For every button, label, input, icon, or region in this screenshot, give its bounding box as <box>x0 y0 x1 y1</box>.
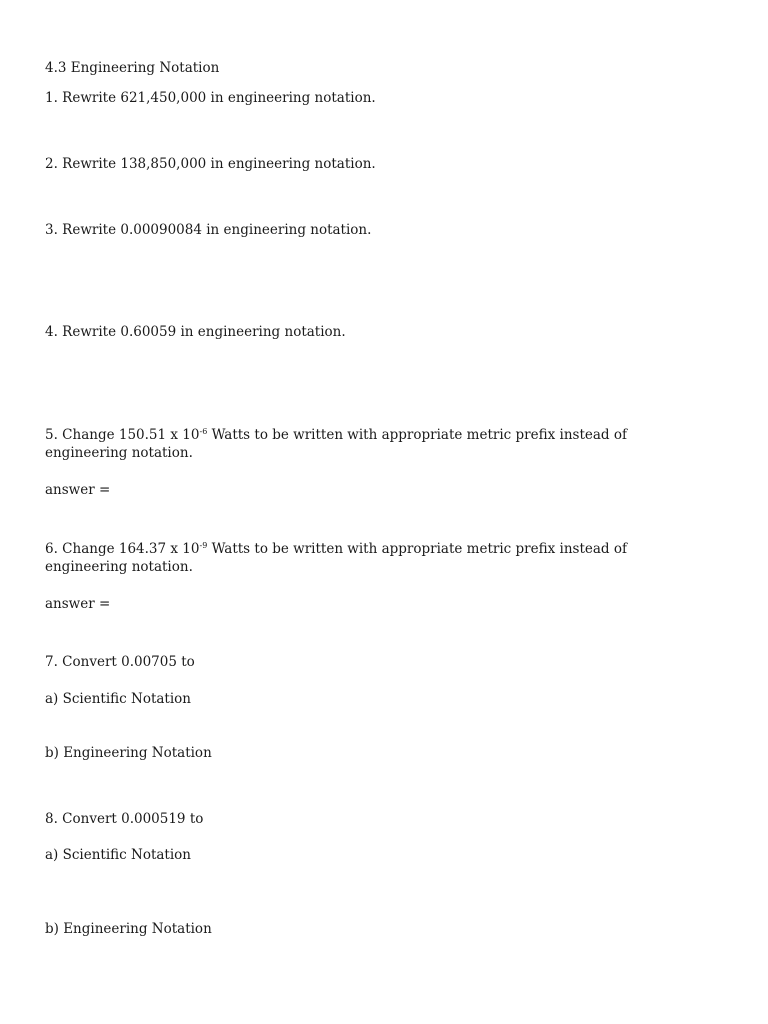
question-1: 1. Rewrite 621,450,000 in engineering notation. <box>45 90 376 106</box>
question-6-prefix: 6. Change 164.37 x 10 <box>45 541 200 557</box>
question-7-part-a: a) Scientific Notation <box>45 691 191 707</box>
question-6-answer-label: answer = <box>45 596 111 612</box>
question-5-exponent: -6 <box>199 427 208 436</box>
question-2: 2. Rewrite 138,850,000 in engineering notation. <box>45 156 376 172</box>
question-8-part-a: a) Scientific Notation <box>45 847 191 863</box>
page-title: 4.3 Engineering Notation <box>45 60 220 76</box>
question-4: 4. Rewrite 0.60059 in engineering notation. <box>45 324 346 340</box>
question-8-part-b: b) Engineering Notation <box>45 921 212 937</box>
question-6 <box>45 540 685 576</box>
question-6-suffix: Watts to be written with appropriate metric prefix instead of engineering notation. <box>45 541 627 575</box>
question-7: 7. Convert 0.00705 to <box>45 654 195 670</box>
question-7-part-b: b) Engineering Notation <box>45 745 212 761</box>
question-6-exponent: -9 <box>199 541 208 550</box>
question-3: 3. Rewrite 0.00090084 in engineering notation. <box>45 222 372 238</box>
question-8: 8. Convert 0.000519 to <box>45 811 204 827</box>
question-5-answer-label: answer = <box>45 482 111 498</box>
question-5-prefix: 5. Change 150.51 x 10 <box>45 427 200 443</box>
question-5-suffix: Watts to be written with appropriate metric prefix instead of engineering notation. <box>45 427 627 461</box>
question-5 <box>45 426 685 462</box>
